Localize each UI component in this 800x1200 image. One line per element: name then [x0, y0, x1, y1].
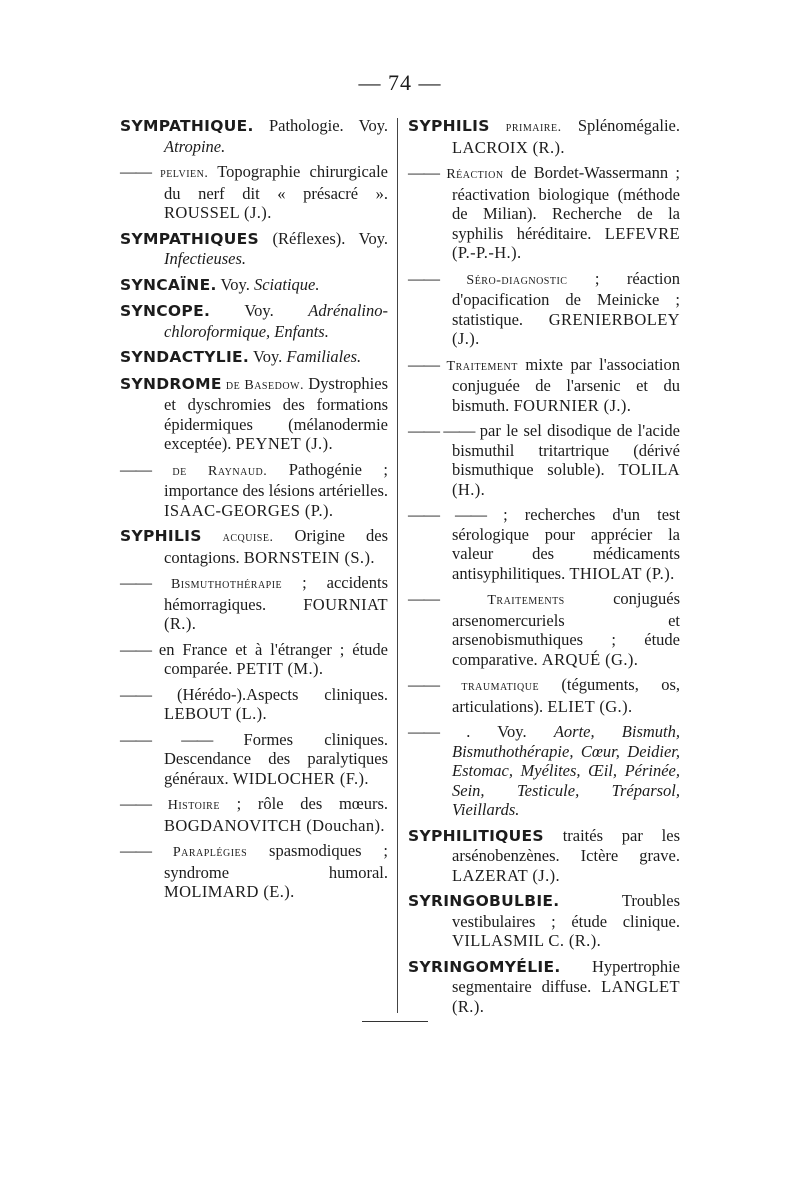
- entry-author: GRENIERBOLEY (J.).: [452, 309, 680, 348]
- entry-qualifier: Traitement: [446, 358, 518, 374]
- index-entry: [408, 589, 680, 669]
- index-entry: [120, 229, 388, 269]
- index-entry: [120, 116, 388, 156]
- entry-text: mixte par l'association conjuguée de l'arsenic et du bismuth.: [452, 354, 680, 415]
- entry-crossref: Atropine.: [164, 136, 226, 156]
- entry-dash: ——: [120, 841, 151, 860]
- entry-author: TOLILA (H.).: [452, 460, 680, 499]
- entry-text: Dystrophies et dyschromies des formations épidermiques (mélanodermie exceptée).: [164, 373, 388, 453]
- entry-dash: ——: [408, 268, 439, 288]
- entry-text: (téguments, os, articulations).: [452, 675, 680, 716]
- entry-crossref: Sciatique.: [253, 274, 320, 294]
- entry-dash: ——: [120, 162, 151, 181]
- entry-text: ; réaction d'opacification de Meinicke ; statistique.: [452, 268, 680, 329]
- entry-text: . Voy.: [466, 722, 554, 741]
- entry-dash: ——: [120, 684, 151, 704]
- index-entry: [408, 355, 680, 416]
- entry-text: Voy.: [216, 274, 254, 294]
- entry-author: BOGDANOVITCH (Douchan).: [164, 815, 385, 835]
- entry-author: THIOLAT (P.).: [569, 563, 675, 583]
- entry-text: Topographie chirurgicale du nerf dit « présacré ».: [164, 162, 389, 203]
- entry-text: ; recherches d'un test sérologique pour apprécier la valeur des médicaments antisyphilitiques.: [452, 505, 681, 583]
- entry-dash: ——: [408, 163, 439, 182]
- entry-author: MOLIMARD (E.).: [164, 882, 295, 901]
- entry-text: Pathologie. Voy.: [253, 116, 388, 135]
- entry-author: VILLASMIL C. (R.).: [452, 931, 602, 950]
- entry-qualifier: primaire.: [489, 120, 562, 135]
- entry-dash: —— ——: [408, 505, 487, 524]
- entry-qualifier: pelvien.: [160, 166, 209, 181]
- index-entry: [120, 685, 388, 724]
- entry-qualifier: de Raynaud.: [172, 463, 268, 479]
- entry-qualifier: acquise.: [201, 530, 274, 545]
- index-entry: [408, 891, 680, 951]
- entry-text: Voy.: [249, 347, 287, 366]
- entry-dash: ——: [120, 639, 151, 659]
- entry-author: PETIT (M.).: [236, 659, 324, 678]
- index-entry: [408, 421, 680, 499]
- index-entry: [120, 794, 388, 835]
- entry-heading: SYMPATHIQUE.: [120, 117, 254, 135]
- entry-heading: SYPHILIS: [120, 527, 202, 545]
- index-entry: [408, 675, 680, 716]
- entry-qualifier: Histoire: [167, 798, 220, 813]
- index-entry: [120, 301, 388, 341]
- entry-dash: ——: [120, 459, 151, 479]
- entry-text: en France et à l'étranger ; étude comparée.: [158, 639, 388, 678]
- entry-text: Voy.: [210, 301, 309, 320]
- entry-qualifier: traumatique: [461, 679, 540, 694]
- entry-crossref: Familiales.: [286, 347, 362, 366]
- index-entry: [120, 640, 388, 679]
- entry-text: Hypertrophie segmentaire diffuse.: [452, 956, 680, 996]
- entry-text: Origine des contagions.: [164, 526, 388, 567]
- entry-author: LEBOUT (L.).: [164, 704, 268, 723]
- entry-author: PEYNET (J.).: [235, 434, 333, 453]
- entry-qualifier: Paraplégies: [172, 845, 248, 860]
- left-column: [120, 116, 388, 908]
- index-entry: [120, 730, 388, 789]
- entry-dash: —— ——: [120, 729, 213, 749]
- entry-text: ; rôle des mœurs.: [219, 794, 389, 813]
- entry-text: de Bordet-Wassermann ; réactivation biologique (méthode de Milian). Recherche de la syphilis héréditaire.: [452, 163, 680, 243]
- index-entry: [120, 526, 388, 567]
- index-entry: [408, 116, 680, 157]
- entry-qualifier: Traitements: [487, 593, 565, 608]
- entry-text: Formes cliniques. Descendance des paralytiques généraux.: [164, 729, 388, 788]
- entry-crossref: Infectieuses.: [164, 249, 247, 268]
- entry-author: ISAAC-GEORGES (P.).: [164, 500, 334, 520]
- entry-qualifier: Bismuthothérapie: [170, 577, 283, 592]
- entry-author: LAZERAT (J.).: [452, 865, 561, 885]
- entry-author: FOURNIAT (R.).: [164, 594, 388, 633]
- entry-author: LEFEVRE (P.-P.-H.).: [452, 223, 680, 262]
- index-entry: [408, 269, 680, 349]
- index-entry: [408, 163, 680, 263]
- entry-author: BORNSTEIN (S.).: [243, 547, 375, 567]
- index-entry: [120, 841, 388, 902]
- page-number: — 74 —: [358, 70, 442, 95]
- entry-heading: SYNCAÏNE.: [120, 275, 217, 294]
- index-entry: [120, 374, 388, 454]
- entry-heading: SYRINGOMYÉLIE.: [408, 957, 561, 976]
- entry-author: WIDLOCHER (F.).: [232, 768, 369, 788]
- entry-text: ; accidents hémorragiques.: [164, 573, 389, 614]
- entry-dash: ——: [408, 722, 439, 741]
- entry-author: FOURNIER (J.).: [513, 395, 632, 415]
- index-entry: [120, 573, 388, 634]
- entry-dash: —— ——: [408, 421, 475, 440]
- entry-dash: ——: [120, 573, 151, 592]
- index-entry: [120, 275, 388, 296]
- entry-heading: SYNDROME: [120, 374, 222, 393]
- entry-heading: SYNDACTYLIE.: [120, 348, 250, 366]
- index-entry: [408, 505, 680, 583]
- index-entry: [120, 347, 388, 368]
- entry-text: conjugués arsenomercuriels et arsenobismuthiques ; étude comparative.: [452, 589, 681, 669]
- entry-author: ARQUÉ (G.).: [541, 649, 639, 669]
- index-entry: [408, 826, 680, 886]
- entry-crossref: Adrénalino-chloroformique, Enfants.: [164, 301, 388, 341]
- entry-text: (Réflexes). Voy.: [258, 228, 388, 248]
- entry-heading: SYPHILITIQUES: [408, 826, 544, 845]
- entry-dash: ——: [120, 794, 151, 813]
- right-column: [408, 116, 680, 1022]
- entry-author: LANGLET (R.).: [452, 977, 680, 1016]
- entry-dash: ——: [408, 675, 439, 694]
- entry-text: Pathogénie ; importance des lésions artérielles.: [164, 459, 388, 500]
- entry-text: Splénomégalie.: [561, 116, 680, 135]
- entry-qualifier: Réaction: [446, 167, 504, 182]
- entry-dash: ——: [408, 589, 439, 608]
- entry-qualifier: de Basedow.: [221, 377, 304, 393]
- entry-dash: ——: [408, 354, 439, 374]
- index-entry: [408, 722, 680, 820]
- entry-text: traités par les arsénobenzènes. Ictère grave.: [452, 825, 680, 865]
- entry-crossref: Aorte, Bismuth, Bismuthothérapie, Cœur, Deidier, Estomac, Myélites, Œil, Périnée, Sein, Testicule, Tréparsol, Vieillards.: [452, 722, 681, 819]
- entry-heading: SYMPATHIQUES: [120, 229, 259, 248]
- entry-author: LACROIX (R.).: [452, 137, 565, 157]
- entry-author: ELIET (G.).: [547, 696, 633, 716]
- bottom-rule: [362, 1021, 428, 1022]
- column-divider: [397, 118, 398, 1013]
- entry-author: ROUSSEL (J.).: [164, 203, 272, 222]
- entry-heading: SYRINGOBULBIE.: [408, 892, 560, 910]
- index-entry: [120, 460, 388, 521]
- index-entry: [408, 957, 680, 1017]
- entry-qualifier: Séro-diagnostic: [466, 272, 568, 288]
- entry-heading: SYPHILIS: [408, 117, 490, 135]
- entry-heading: SYNCOPE.: [120, 302, 211, 320]
- entry-text: (Hérédo-).Aspects cliniques.: [176, 684, 388, 704]
- entry-text: Troubles vestibulaires ; étude clinique.: [452, 891, 680, 931]
- index-entry: [120, 162, 388, 223]
- entry-text: par le sel disodique de l'acide bismuthil tritartrique (dérivé bismuthique soluble).: [452, 421, 681, 479]
- entry-text: spasmodiques ; syndrome humoral.: [164, 841, 388, 882]
